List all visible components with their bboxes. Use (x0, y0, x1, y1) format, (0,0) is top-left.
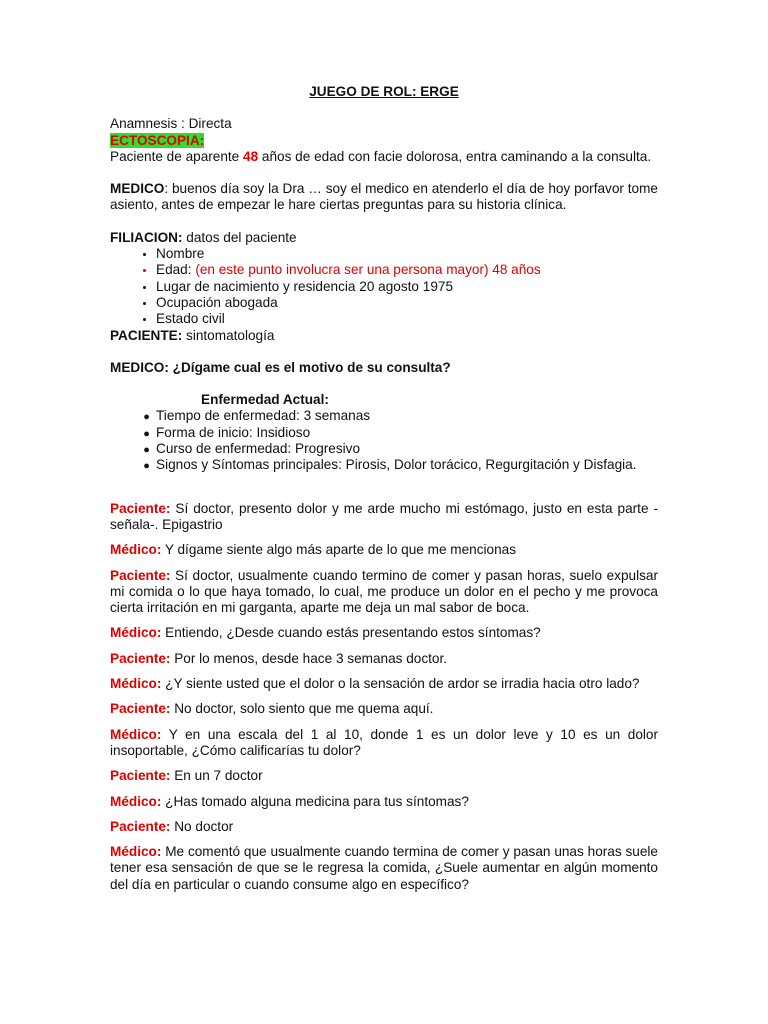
speaker-label: Médico: (110, 844, 162, 860)
speaker-label: Médico: (110, 793, 162, 809)
list-item-label: Edad: (156, 262, 196, 278)
ectoscopia-label: ECTOSCOPIA: (110, 132, 205, 148)
list-item-label: Nombre (156, 246, 205, 262)
dialogue-text: No doctor (170, 818, 234, 834)
filiacion-list (110, 246, 658, 327)
speaker-label: Médico: (110, 676, 162, 692)
speaker-label: Paciente: (110, 701, 171, 717)
speaker-label: Paciente: (110, 500, 171, 516)
dialogue-line (110, 651, 658, 667)
list-item (156, 262, 658, 278)
ectoscopia-text-after: años de edad con facie dolorosa, entra caminando a la consulta. (258, 148, 652, 164)
list-item: ● Forma de inicio: Insidioso (156, 425, 658, 441)
dialogue-text: ¿Y siente usted que el dolor o la sensación de ardor se irradia hacia otro lado? (161, 676, 640, 692)
patient-age: 48 (243, 148, 259, 164)
dialogue-text: Y en una escala del 1 al 10, donde 1 es un dolor leve y 10 es un dolor insoportable, ¿Cómo calificarías tu dolor? (110, 726, 658, 758)
paciente-text: sintomatología (182, 327, 275, 343)
list-item: ● Curso de enfermedad: Progresivo (156, 441, 658, 457)
enfermedad-heading: Enfermedad Actual: (201, 392, 329, 408)
paciente-line (110, 328, 658, 344)
list-item (156, 311, 658, 327)
list-item-label: Ocupación abogada (156, 294, 278, 310)
dialogue-line (110, 727, 658, 760)
enfermedad-list (110, 408, 658, 473)
ectoscopia-text (110, 149, 658, 165)
filiacion-label: FILIACION: (110, 229, 183, 245)
dialogue-text: Me comentó que usualmente cuando termina de comer y pasan unas horas suele tener esa sensación de que se le regresa la comida, ¿Suele aumentar en algún momento del día en particular o cuando consume algo en específico? (110, 844, 658, 892)
anamnesis-line: Anamnesis : Directa (110, 116, 232, 132)
paciente-label: PACIENTE: (110, 327, 183, 343)
dialogue-line (110, 701, 658, 717)
list-item-note: (en este punto involucra ser una persona mayor) 48 años (195, 262, 541, 278)
medico-intro-label: MEDICO (110, 181, 165, 197)
dialogue-line (110, 625, 658, 641)
dialogue-text: Y dígame siente algo más aparte de lo que me mencionas (161, 542, 517, 558)
ectoscopia-text-before: Paciente de aparente (110, 148, 244, 164)
dialogue-text: Por lo menos, desde hace 3 semanas doctor. (170, 650, 448, 666)
speaker-label: Médico: (110, 625, 162, 641)
list-item: ● Signos y Síntomas principales: Pirosis, Dolor torácico, Regurgitación y Disfagia. (156, 457, 658, 473)
filiacion-text: datos del paciente (182, 229, 297, 245)
document-title: JUEGO DE ROL: ERGE (309, 84, 459, 99)
ectoscopia-heading (110, 133, 658, 149)
dialogue-line (110, 676, 658, 692)
dialogue-line (110, 568, 658, 617)
dialogue-text: Sí doctor, usualmente cuando termino de comer y pasan horas, suelo expulsar mi comida o lo que haya tomado, lo cual, me produce un dolor en el pecho y me provoca cierta irritación en mi garganta, aparte me deja un mal sabor de boca. (110, 567, 658, 616)
medico-intro (110, 181, 658, 214)
dialogue-line (110, 501, 658, 534)
list-item (156, 295, 658, 311)
dialogue-text: ¿Has tomado alguna medicina para tus síntomas? (161, 793, 469, 809)
speaker-label: Paciente: (110, 650, 171, 666)
speaker-label: Paciente: (110, 768, 171, 784)
dialogue-line (110, 542, 658, 558)
list-item-label: Estado civil (156, 311, 225, 327)
speaker-label: Paciente: (110, 818, 171, 834)
list-item-label: Lugar de nacimiento y residencia 20 agosto 1975 (156, 278, 453, 294)
list-item: ● Tiempo de enfermedad: 3 semanas (156, 408, 658, 424)
medico-intro-text: : buenos día soy la Dra … soy el medico en atenderlo el día de hoy porfavor tome asiento, antes de empezar le hare ciertas preguntas para su historia clínica. (110, 181, 658, 213)
dialogue (110, 501, 658, 893)
dialogue-text: No doctor, solo siento que me quema aquí. (170, 701, 434, 717)
list-item (156, 279, 658, 295)
speaker-label: Paciente: (110, 567, 171, 583)
speaker-label: Médico: (110, 542, 162, 558)
dialogue-line (110, 794, 658, 810)
dialogue-line (110, 844, 658, 893)
list-item (156, 246, 658, 262)
dialogue-line (110, 819, 658, 835)
document-content (110, 84, 658, 902)
dialogue-line (110, 768, 658, 784)
dialogue-text: Entiendo, ¿Desde cuando estás presentando estos síntomas? (161, 625, 541, 641)
dialogue-text: Sí doctor, presento dolor y me arde mucho mi estómago, justo en esta parte -señala-. Epigastrio (110, 500, 658, 532)
filiacion-line (110, 230, 658, 246)
medico-question: MEDICO: ¿Dígame cual es el motivo de su consulta? (110, 359, 451, 375)
dialogue-text: En un 7 doctor (170, 768, 263, 784)
speaker-label: Médico: (110, 726, 162, 742)
